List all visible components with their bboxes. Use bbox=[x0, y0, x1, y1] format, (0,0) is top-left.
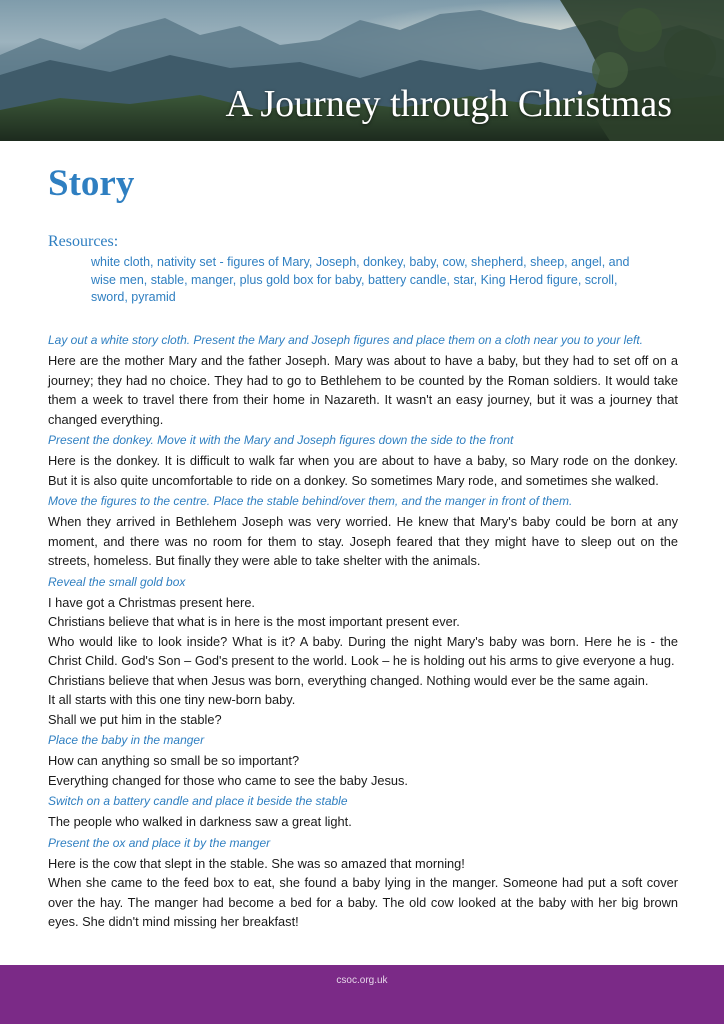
resources-list: white cloth, nativity set - figures of Mary, Joseph, donkey, baby, cow, shepherd, sheep, angel, and wise men, stable, manger, plus gold box for baby, battery candle, star, King Herod figure, scroll, sword, pyramid bbox=[91, 255, 630, 304]
story-section bbox=[48, 332, 678, 429]
banner-title: A Journey through Christmas bbox=[225, 83, 672, 125]
story-paragraph: Everything changed for those who came to see the baby Jesus. bbox=[48, 772, 408, 788]
page-heading: Story bbox=[48, 163, 135, 204]
stage-instruction: Place the baby in the manger bbox=[48, 733, 205, 747]
story-paragraph: How can anything so small be so important? bbox=[48, 753, 300, 768]
story-section bbox=[48, 432, 678, 490]
story-section bbox=[48, 793, 678, 832]
stage-instruction: Present the ox and place it by the manger bbox=[48, 835, 271, 850]
story-paragraph: Christians believe that when Jesus was born, everything changed. Nothing would ever be the same again. bbox=[48, 672, 649, 688]
story-paragraph: Shall we put him in the stable? bbox=[48, 711, 222, 727]
stage-instruction: Lay out a white story cloth. Present the Mary and Joseph figures and place them on a cloth near you to your left. bbox=[48, 333, 644, 347]
story-section bbox=[48, 835, 678, 932]
story-paragraph: Here is the donkey. It is difficult to walk far when you are about to have a baby, so Mary rode on the donkey. But it is also quite uncomfortable to ride on a donkey. So sometimes Mary rode, and sometimes she walked. bbox=[48, 453, 678, 488]
story-paragraph: I have got a Christmas present here. bbox=[48, 594, 255, 610]
story-paragraph: The people who walked in darkness saw a great light. bbox=[48, 814, 352, 829]
story-paragraph: Here is the cow that slept in the stable. She was so amazed that morning! bbox=[48, 855, 465, 871]
story-paragraph: Who would like to look inside? What is it? A baby. During the night Mary's baby was born. Here he is - the Christ Child. God's Son – God's present to the world. Look – he is holding out his arms to give everyone a hug. bbox=[48, 633, 678, 668]
story-section bbox=[48, 732, 678, 790]
footer-bar bbox=[0, 965, 724, 1024]
stage-instruction: Move the figures to the centre. Place the stable behind/over them, and the manger in front of them. bbox=[48, 494, 573, 508]
story-section bbox=[48, 493, 678, 571]
story-paragraph: Here are the mother Mary and the father Joseph. Mary was about to have a baby, but they had to set off on a journey; they had no choice. They had to go to Bethlehem to be counted by the Roman soldiers. It would take them a week to travel there from their home in Nazareth. It wasn't an easy journey, but it was a journey that changed everything. bbox=[48, 353, 678, 427]
story-paragraph: When she came to the feed box to eat, she found a baby lying in the manger. Someone had put a soft cover over the hay. The manger had become a bed for a baby. The old cow looked at the baby with her big brown eyes. She didn't mind missing her breakfast! bbox=[48, 875, 678, 929]
resources-label: Resources: bbox=[48, 233, 119, 250]
header-banner bbox=[0, 0, 724, 141]
story-paragraph: Christians believe that what is in here is the most important present ever. bbox=[48, 614, 460, 629]
story-paragraph: It all starts with this one tiny new-born baby. bbox=[48, 692, 296, 707]
stage-instruction: Switch on a battery candle and place it beside the stable bbox=[48, 794, 348, 808]
story-paragraph: When they arrived in Bethlehem Joseph was very worried. He knew that Mary's baby could be born at any moment, and there was no room for them to stay. Joseph feared that they might have to sleep out on the streets, homeless. But finally they were able to take shelter with the animals. bbox=[48, 514, 678, 568]
stage-instruction: Present the donkey. Move it with the Mary and Joseph figures down the side to the front bbox=[48, 433, 514, 447]
story-section bbox=[48, 574, 678, 730]
footer-website-link[interactable]: csoc.org.uk bbox=[336, 975, 388, 986]
story-content bbox=[48, 332, 678, 935]
stage-instruction: Reveal the small gold box bbox=[48, 574, 186, 589]
